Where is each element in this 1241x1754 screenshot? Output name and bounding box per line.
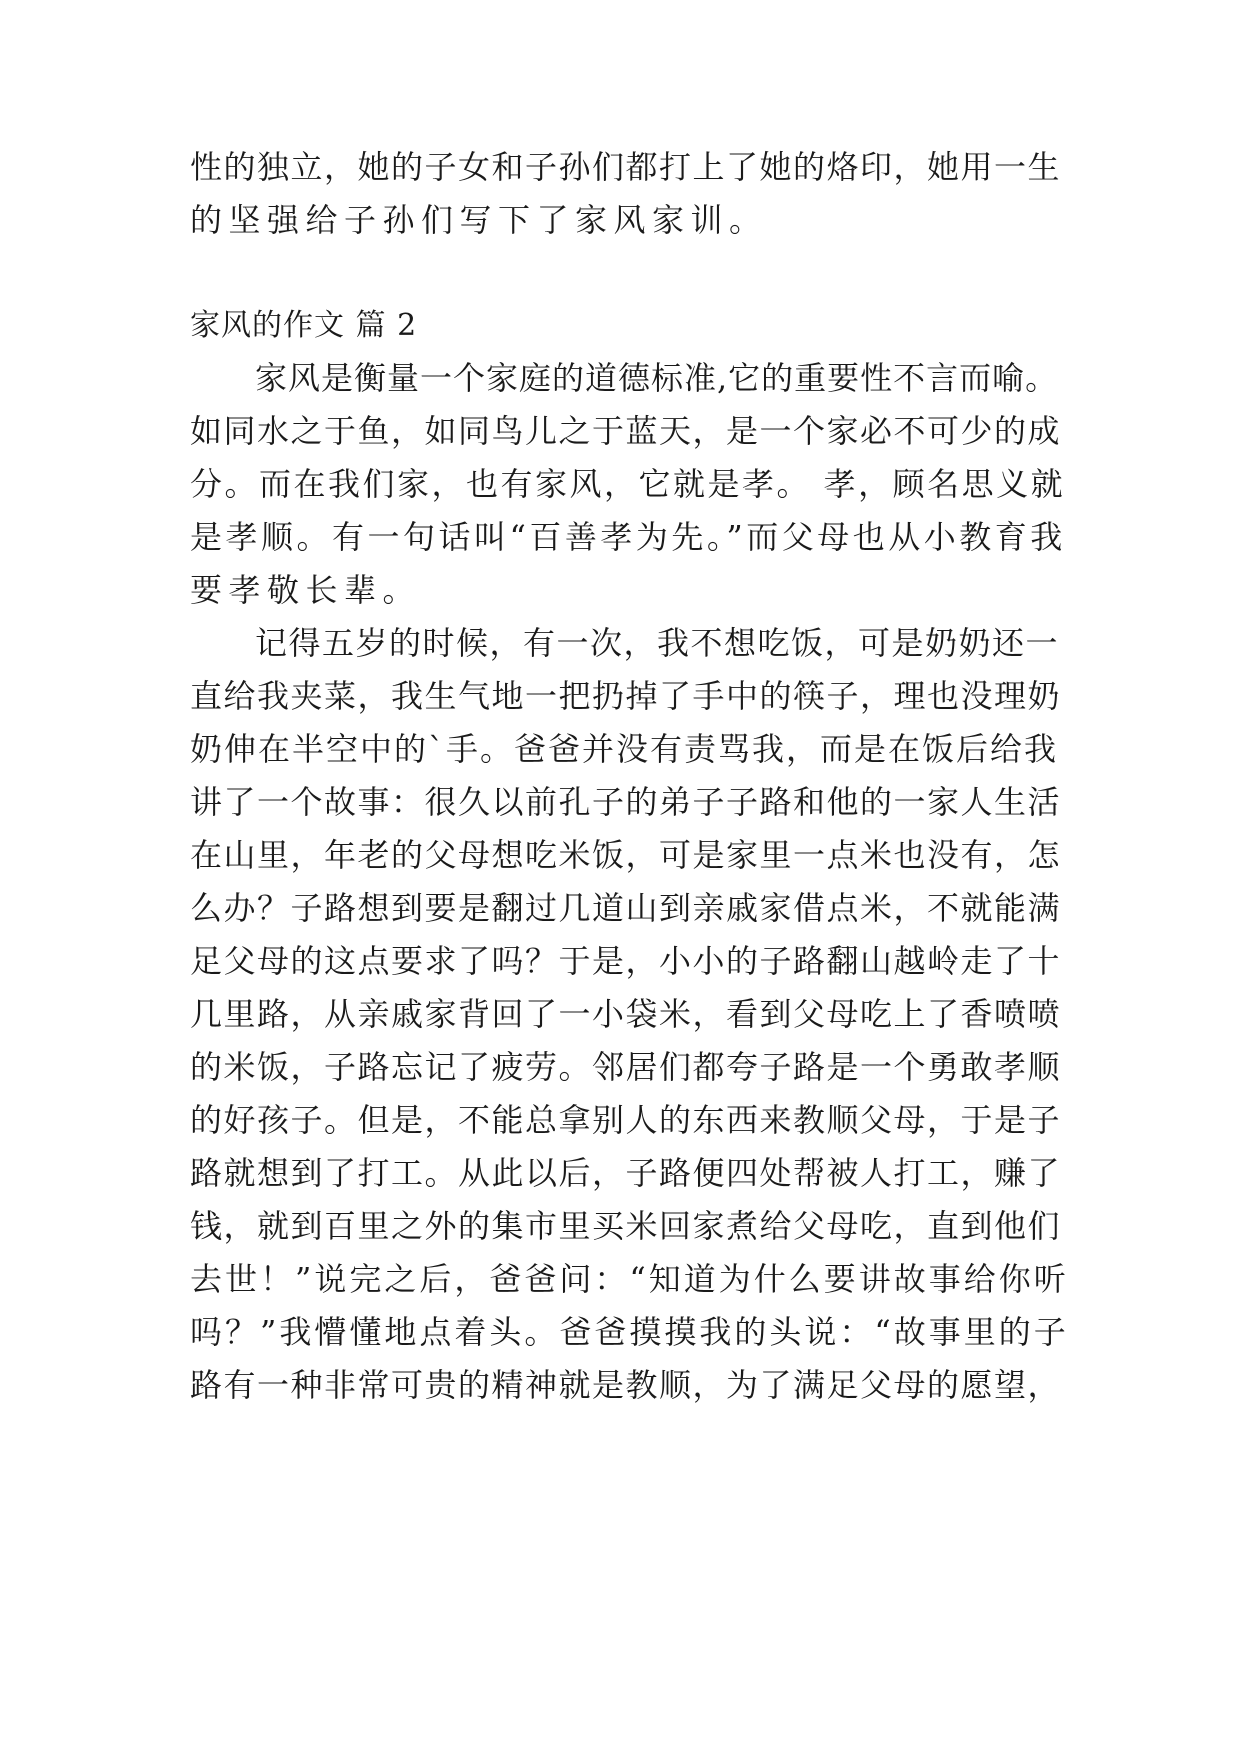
paragraph2-line-10: 的好孩子。但是，不能总拿别人的东西来教顺父母，于是子 <box>190 1101 1062 1139</box>
paragraph2-line-11: 路就想到了打工。从此以后，子路便四处帮被人打工，赚了 <box>190 1154 1062 1192</box>
paragraph1-line-1: 家风是衡量一个家庭的道德标准,它的重要性不言而喻。 <box>255 359 1059 397</box>
section-title: 家风的作文 篇 2 <box>190 308 418 343</box>
paragraph1-line-5: 要孝敬长辈。 <box>190 571 422 609</box>
intro-line-1: 性的独立，她的子女和子孙们都打上了她的烙印，她用一生 <box>190 148 1062 186</box>
paragraph2-line-5: 在山里，年老的父母想吃米饭，可是家里一点米也没有，怎 <box>190 836 1062 874</box>
paragraph2-line-1: 记得五岁的时候，有一次，我不想吃饭，可是奶奶还一 <box>255 624 1060 662</box>
paragraph1-line-2: 如同水之于鱼，如同鸟儿之于蓝天，是一个家必不可少的成 <box>190 412 1062 450</box>
paragraph1-line-4: 是孝顺。有一句话叫“百善孝为先。”而父母也从小教育我 <box>190 518 1066 556</box>
intro-line-2: 的坚强给子孙们写下了家风家训。 <box>190 201 768 239</box>
paragraph1-line-3: 分。而在我们家，也有家风，它就是孝。 孝，顾名思义就 <box>190 465 1066 503</box>
paragraph2-line-12: 钱，就到百里之外的集市里买米回家煮给父母吃，直到他们 <box>190 1207 1062 1245</box>
paragraph2-line-6: 么办？子路想到要是翻过几道山到亲戚家借点米，不就能满 <box>190 889 1062 927</box>
paragraph2-line-3: 奶伸在半空中的`手。爸爸并没有责骂我，而是在饭后给我 <box>190 730 1059 768</box>
paragraph2-line-9: 的米饭，子路忘记了疲劳。邻居们都夸子路是一个勇敢孝顺 <box>190 1048 1062 1086</box>
paragraph2-line-14: 吗？”我懵懂地点着头。爸爸摸摸我的头说：“故事里的子 <box>190 1313 1069 1351</box>
paragraph2-line-7: 足父母的这点要求了吗？于是，小小的子路翻山越岭走了十 <box>190 942 1062 980</box>
paragraph2-line-2: 直给我夹菜，我生气地一把扔掉了手中的筷子，理也没理奶 <box>190 677 1062 715</box>
paragraph2-line-8: 几里路，从亲戚家背回了一小袋米，看到父母吃上了香喷喷 <box>190 995 1062 1033</box>
paragraph2-line-4: 讲了一个故事：很久以前孔子的弟子子路和他的一家人生活 <box>190 783 1062 821</box>
paragraph2-line-15: 路有一种非常可贵的精神就是教顺，为了满足父母的愿望， <box>190 1366 1062 1404</box>
paragraph2-line-13: 去世！”说完之后，爸爸问：“知道为什么要讲故事给你听 <box>190 1260 1069 1298</box>
